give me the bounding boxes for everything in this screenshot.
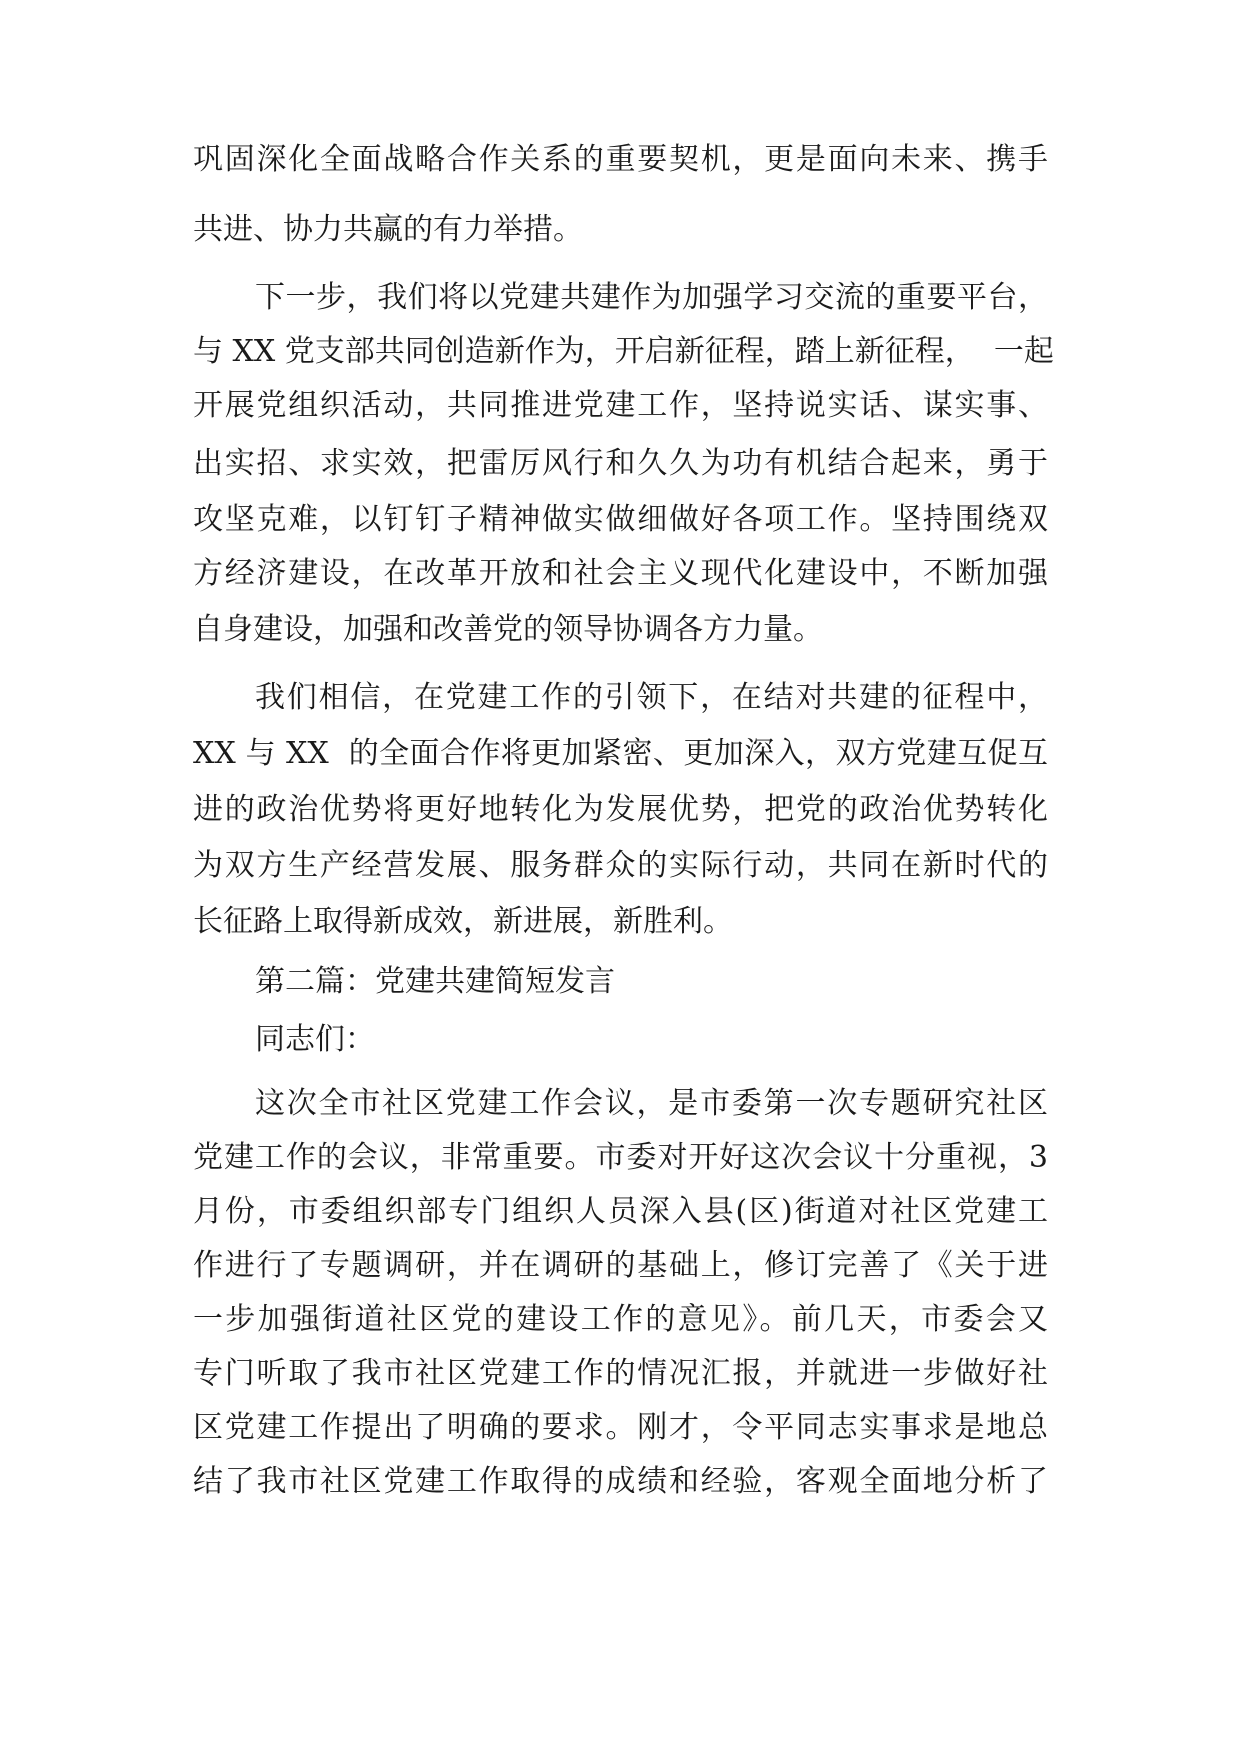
paragraph-first-line: 这次全市社区党建工作会议，是市委第一次专题研究社区	[255, 1086, 1048, 1121]
body-line: 方经济建设，在改革开放和社会主义现代化建设中，不断加强	[193, 556, 1048, 591]
body-line: XX 与 XX 的全面合作将更加紧密、更加深入，双方党建互促互	[193, 736, 1048, 771]
body-line: 巩固深化全面战略合作关系的重要契机，更是面向未来、携手	[193, 142, 1048, 177]
body-line: 进的政治优势将更好地转化为发展优势，把党的政治优势转化	[193, 792, 1048, 827]
paragraph-first-line: 下一步，我们将以党建共建作为加强学习交流的重要平台，	[255, 280, 1048, 315]
salutation: 同志们：	[255, 1022, 375, 1057]
body-line: 攻坚克难，以钉钉子精神做实做细做好各项工作。坚持围绕双	[193, 502, 1048, 537]
paragraph-first-line: 我们相信，在党建工作的引领下，在结对共建的征程中，	[255, 680, 1048, 715]
body-line: 结了我市社区党建工作取得的成绩和经验，客观全面地分析了	[193, 1464, 1048, 1499]
body-line: 党建工作的会议，非常重要。市委对开好这次会议十分重视，3	[193, 1140, 1048, 1175]
body-line: 月份，市委组织部专门组织人员深入县(区)街道对社区党建工	[193, 1194, 1048, 1229]
body-line: 专门听取了我市社区党建工作的情况汇报，并就进一步做好社	[193, 1356, 1048, 1391]
body-line: 为双方生产经营发展、服务群众的实际行动，共同在新时代的	[193, 848, 1048, 883]
body-line: 一步加强街道社区党的建设工作的意见》。前几天，市委会又	[193, 1302, 1048, 1337]
body-line: 长征路上取得新成效，新进展，新胜利。	[193, 904, 733, 939]
body-line: 开展党组织活动，共同推进党建工作，坚持说实话、谋实事、	[193, 388, 1048, 423]
body-line: 区党建工作提出了明确的要求。刚才，令平同志实事求是地总	[193, 1410, 1048, 1445]
body-line: 与 XX 党支部共同创造新作为，开启新征程，踏上新征程， 一起	[193, 334, 1054, 369]
body-line: 作进行了专题调研，并在调研的基础上，修订完善了《关于进	[193, 1248, 1048, 1283]
body-line: 自身建设，加强和改善党的领导协调各方力量。	[193, 612, 823, 647]
body-line: 出实招、求实效，把雷厉风行和久久为功有机结合起来，勇于	[193, 446, 1048, 481]
body-line: 共进、协力共赢的有力举措。	[193, 212, 583, 247]
section-title: 第二篇：党建共建简短发言	[255, 964, 615, 999]
